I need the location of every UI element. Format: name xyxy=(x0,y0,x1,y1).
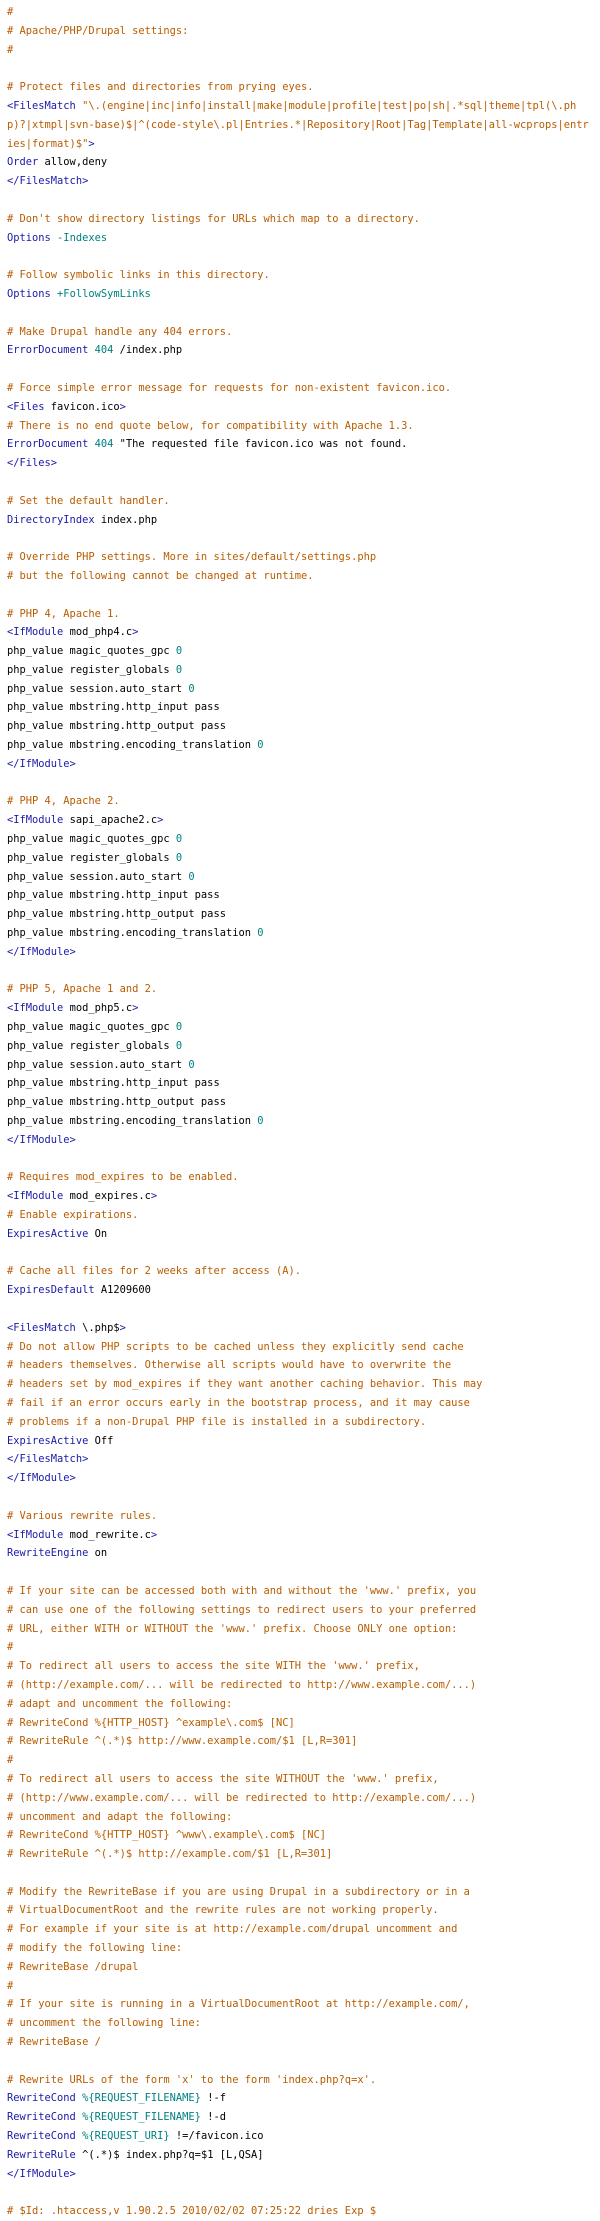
text-token: ^(.*)$ index.php?q=$1 [L,QSA] xyxy=(75,2148,264,2161)
comment-token: # Requires mod_expires to be enabled. xyxy=(7,1171,239,1184)
directive-token: > xyxy=(119,400,126,413)
text-token: allow,deny xyxy=(38,156,108,169)
blank-line xyxy=(7,473,593,492)
code-line xyxy=(7,1131,593,1150)
value-token: 0 xyxy=(250,1115,264,1128)
blank-line xyxy=(7,1488,593,1507)
comment-token: # Enable expirations. xyxy=(7,1209,139,1221)
directive-token: Options xyxy=(7,231,51,244)
code-line xyxy=(7,680,593,699)
comment-token: # modify the following line: xyxy=(7,1942,183,1955)
code-line xyxy=(7,792,593,811)
code-line xyxy=(7,1657,593,1676)
directive-token: RewriteCond xyxy=(7,2092,76,2105)
code-line xyxy=(7,1206,593,1225)
directive-token: ExpiresDefault xyxy=(7,1284,95,1297)
directive-token: ExpiresActive xyxy=(7,1227,89,1240)
text-token: sapi_apache2.c xyxy=(63,814,158,827)
text-token: php_value mbstring.http_input pass xyxy=(7,889,220,902)
code-line xyxy=(7,22,593,41)
blank-line xyxy=(7,1563,593,1582)
comment-token: # For example if your site is at http://example.com/drupal uncomment and xyxy=(7,1923,458,1936)
comment-token: # Apache/PHP/Drupal settings: xyxy=(7,24,189,37)
text-token: php_value mbstring.encoding_translation xyxy=(7,739,251,752)
code-line xyxy=(7,2202,593,2221)
text-token: \.php$ xyxy=(75,1321,120,1334)
code-line xyxy=(7,1526,593,1545)
comment-token: # Cache all files for 2 weeks after access (A). xyxy=(7,1265,302,1278)
comment-token: # adapt and uncomment the following: xyxy=(7,1697,233,1710)
blank-line xyxy=(7,529,593,548)
comment-token: # RewriteRule ^(.*)$ http://example.com/$1 [L,R=301] xyxy=(7,1848,333,1861)
code-line xyxy=(7,642,593,661)
comment-token: # If your site can be accessed both with and without the 'www.' prefix, you xyxy=(7,1584,477,1597)
code-line xyxy=(7,2127,593,2146)
value-token: %{REQUEST_FILENAME} xyxy=(75,2111,201,2124)
code-line xyxy=(7,2146,593,2165)
comment-token: # headers themselves. Otherwise all scripts would have to overwrite the xyxy=(7,1359,452,1372)
code-line xyxy=(7,492,593,511)
text-token: /index.php xyxy=(113,344,183,357)
comment-token: # PHP 4, Apache 1. xyxy=(7,607,120,620)
text-token: php_value mbstring.http_input pass xyxy=(7,701,220,714)
directive-token: > xyxy=(150,1190,158,1203)
code-line xyxy=(7,341,593,360)
code-line xyxy=(7,661,593,680)
code-line xyxy=(7,830,593,849)
text-token: mod_expires.c xyxy=(63,1190,151,1203)
text-token: php_value session.auto_start xyxy=(7,1058,183,1071)
comment-token: # fail if an error occurs early in the bootstrap process, and it may cause xyxy=(7,1396,470,1409)
code-line xyxy=(7,1413,593,1432)
code-line xyxy=(7,2165,593,2184)
comment-token: # URL, either WITH or WITHOUT the 'www.' prefix. Choose ONLY one option: xyxy=(7,1622,458,1635)
code-line xyxy=(7,1601,593,1620)
comment-token: # $Id: .htaccess,v 1.90.2.5 2010/02/02 07:25:22 dries Exp $ xyxy=(7,2205,377,2218)
code-line xyxy=(7,1770,593,1789)
comment-token: # Modify the RewriteBase if you are using Drupal in a subdirectory or in a xyxy=(7,1885,470,1898)
code-line xyxy=(7,1751,593,1770)
code-line xyxy=(7,717,593,736)
value-token: -Indexes xyxy=(50,231,108,244)
text-token: php_value magic_quotes_gpc xyxy=(7,645,170,658)
comment-token: # Override PHP settings. More in sites/default/settings.php xyxy=(7,551,377,564)
blank-line xyxy=(7,360,593,379)
text-token: Off xyxy=(88,1434,114,1447)
comment-token: "\.(engine|inc|info|install|make|module|profile|test|po|sh|.*sql|theme|tpl(\.php)?|xtmpl|svn-base)$|^(code-style\.pl|Entries.*|Repository|Root|Tag|Template|all-wcprops|entries|format)$" xyxy=(7,99,589,150)
code-line xyxy=(7,1507,593,1526)
text-token: On xyxy=(88,1227,108,1240)
code-line xyxy=(7,1356,593,1375)
text-token: php_value mbstring.encoding_translation xyxy=(7,1115,251,1128)
blank-line xyxy=(7,1244,593,1263)
code-line xyxy=(7,2033,593,2052)
directive-token: RewriteEngine xyxy=(7,1547,89,1560)
comment-token: # xyxy=(7,1979,14,1992)
text-token: mod_php5.c xyxy=(63,1002,133,1015)
code-line xyxy=(7,868,593,887)
code-line xyxy=(7,1958,593,1977)
comment-token: # RewriteCond %{HTTP_HOST} ^example\.com$ [NC] xyxy=(7,1716,295,1729)
code-line xyxy=(7,379,593,398)
directive-token: </IfModule> xyxy=(7,2167,76,2180)
text-token: php_value register_globals xyxy=(7,663,170,676)
text-token: mod_rewrite.c xyxy=(63,1528,151,1541)
comment-token: # RewriteBase /drupal xyxy=(7,1960,139,1973)
directive-token: <FilesMatch xyxy=(7,99,76,112)
value-token: 0 xyxy=(169,851,183,864)
code-line xyxy=(7,285,593,304)
code-line xyxy=(7,266,593,285)
text-token: index.php xyxy=(94,513,158,526)
comment-token: # Protect files and directories from prying eyes. xyxy=(7,81,314,94)
code-line xyxy=(7,1582,593,1601)
value-token: 0 xyxy=(169,1039,183,1052)
code-line xyxy=(7,1789,593,1808)
blank-line xyxy=(7,1150,593,1169)
text-token: php_value register_globals xyxy=(7,851,170,864)
directive-token: <Files xyxy=(7,400,45,413)
comment-token: # RewriteBase / xyxy=(7,2036,101,2049)
code-line xyxy=(7,1450,593,1469)
comment-token: # To redirect all users to access the site WITHOUT the 'www.' prefix, xyxy=(7,1772,439,1785)
text-token: !-d xyxy=(200,2111,226,2124)
code-line xyxy=(7,153,593,172)
code-line xyxy=(7,1826,593,1845)
code-line xyxy=(7,2089,593,2108)
value-token: +FollowSymLinks xyxy=(50,287,151,300)
directive-token: <IfModule xyxy=(7,1190,64,1203)
code-line xyxy=(7,1714,593,1733)
comment-token: # RewriteRule ^(.*)$ http://www.example.com/$1 [L,R=301] xyxy=(7,1735,358,1748)
code-line xyxy=(7,1920,593,1939)
value-token: 0 xyxy=(169,833,183,846)
comment-token: # If your site is running in a VirtualDocumentRoot at http://example.com/, xyxy=(7,1998,470,2011)
blank-line xyxy=(7,191,593,210)
code-line xyxy=(7,755,593,774)
code-line xyxy=(7,78,593,97)
code-line xyxy=(7,1695,593,1714)
directive-token: > xyxy=(132,1002,139,1015)
text-token: on xyxy=(88,1547,108,1560)
directive-token: <IfModule xyxy=(7,626,64,639)
directive-token: <IfModule xyxy=(7,1528,64,1541)
code-line xyxy=(7,605,593,624)
code-line xyxy=(7,924,593,943)
code-line xyxy=(7,1808,593,1827)
directive-token: ErrorDocument xyxy=(7,438,89,451)
directive-token: </IfModule> xyxy=(7,1472,76,1485)
code-line xyxy=(7,417,593,436)
code-line xyxy=(7,3,593,22)
code-line xyxy=(7,1995,593,2014)
directive-token: ExpiresActive xyxy=(7,1434,89,1447)
comment-token: # Set the default handler. xyxy=(7,494,170,507)
text-token: php_value mbstring.http_input pass xyxy=(7,1077,220,1090)
value-token: 0 xyxy=(182,682,195,695)
text-token: mod_php4.c xyxy=(63,626,133,639)
comment-token: # xyxy=(7,6,14,18)
value-token: 0 xyxy=(182,1058,195,1071)
blank-line xyxy=(7,59,593,78)
code-line xyxy=(7,1939,593,1958)
code-line xyxy=(7,1676,593,1695)
comment-token: # There is no end quote below, for compatibility with Apache 1.3. xyxy=(7,419,414,432)
text-token: !=/favicon.ico xyxy=(169,2130,264,2143)
blank-line xyxy=(7,304,593,323)
code-line xyxy=(7,886,593,905)
code-line xyxy=(7,548,593,567)
value-token: 0 xyxy=(169,645,183,658)
code-line xyxy=(7,454,593,473)
code-line xyxy=(7,1732,593,1751)
text-token: php_value session.auto_start xyxy=(7,870,183,883)
comment-token: # headers set by mod_expires if they want another caching behavior. This may xyxy=(7,1378,483,1391)
comment-token: # Various rewrite rules. xyxy=(7,1509,158,1522)
directive-token: DirectoryIndex xyxy=(7,513,95,526)
code-line xyxy=(7,1883,593,1902)
directive-token: > xyxy=(88,137,95,150)
text-token: !-f xyxy=(200,2092,226,2105)
blank-line xyxy=(7,247,593,266)
code-line xyxy=(7,1262,593,1281)
value-token: %{REQUEST_FILENAME} xyxy=(75,2092,201,2105)
code-line xyxy=(7,1225,593,1244)
text-token: php_value magic_quotes_gpc xyxy=(7,833,170,846)
directive-token: <IfModule xyxy=(7,1002,64,1015)
text-token: favicon.ico xyxy=(44,400,120,413)
blank-line xyxy=(7,2183,593,2202)
code-line xyxy=(7,1977,593,1996)
text-token: A1209600 xyxy=(94,1284,151,1297)
text-token: php_value mbstring.encoding_translation xyxy=(7,927,251,940)
directive-token: RewriteCond xyxy=(7,2130,76,2143)
code-line xyxy=(7,1319,593,1338)
text-token: php_value register_globals xyxy=(7,1039,170,1052)
code-line xyxy=(7,2014,593,2033)
directive-token: RewriteCond xyxy=(7,2111,76,2124)
code-line xyxy=(7,1037,593,1056)
directive-token: ErrorDocument xyxy=(7,344,89,357)
comment-token: # Follow symbolic links in this directory. xyxy=(7,269,270,282)
code-line xyxy=(7,1112,593,1131)
directive-token: > xyxy=(157,814,164,827)
code-line xyxy=(7,623,593,642)
code-line xyxy=(7,229,593,248)
directive-token: </Files> xyxy=(7,457,58,470)
comment-token: # Do not allow PHP scripts to be cached unless they explicitly send cache xyxy=(7,1340,464,1353)
code-line xyxy=(7,1187,593,1206)
comment-token: # PHP 4, Apache 2. xyxy=(7,795,120,808)
code-line xyxy=(7,323,593,342)
comment-token: # PHP 5, Apache 1 and 2. xyxy=(7,983,158,996)
comment-token: # problems if a non-Drupal PHP file is installed in a subdirectory. xyxy=(7,1415,427,1428)
directive-token: > xyxy=(119,1321,126,1334)
code-line xyxy=(7,1901,593,1920)
directive-token: > xyxy=(150,1528,158,1541)
code-line xyxy=(7,1168,593,1187)
text-token: php_value mbstring.http_output pass xyxy=(7,908,226,921)
code-line xyxy=(7,1056,593,1075)
value-token: 0 xyxy=(169,1021,183,1034)
comment-token: # xyxy=(7,1641,14,1654)
blank-line xyxy=(7,2052,593,2071)
code-line xyxy=(7,1394,593,1413)
code-line xyxy=(7,1074,593,1093)
comment-token: # Rewrite URLs of the form 'x' to the form 'index.php?q=x'. xyxy=(7,2073,377,2086)
directive-token: </IfModule> xyxy=(7,945,76,958)
code-line xyxy=(7,1093,593,1112)
code-line xyxy=(7,1338,593,1357)
comment-token: # xyxy=(7,43,14,56)
code-line xyxy=(7,210,593,229)
blank-line xyxy=(7,774,593,793)
directive-token: </FilesMatch> xyxy=(7,175,89,188)
comment-token: # can use one of the following settings to redirect users to your preferred xyxy=(7,1603,477,1616)
directive-token: </IfModule> xyxy=(7,757,76,770)
code-line xyxy=(7,41,593,60)
text-token: php_value magic_quotes_gpc xyxy=(7,1021,170,1034)
comment-token: # Make Drupal handle any 404 errors. xyxy=(7,325,233,338)
code-line xyxy=(7,2071,593,2090)
code-line xyxy=(7,811,593,830)
text-token: php_value mbstring.http_output pass xyxy=(7,720,226,733)
value-token: 404 xyxy=(88,438,114,451)
text-token: php_value session.auto_start xyxy=(7,682,183,695)
code-line xyxy=(7,980,593,999)
directive-token: RewriteRule xyxy=(7,2148,76,2161)
code-line xyxy=(7,1375,593,1394)
code-line xyxy=(7,905,593,924)
code-line xyxy=(7,698,593,717)
code-line xyxy=(7,736,593,755)
code-line xyxy=(7,567,593,586)
directive-token: Options xyxy=(7,287,51,300)
directive-token: Order xyxy=(7,156,39,169)
blank-line xyxy=(7,962,593,981)
code-line xyxy=(7,1281,593,1300)
code-line xyxy=(7,1638,593,1657)
comment-token: # RewriteCond %{HTTP_HOST} ^www\.example\.com$ [NC] xyxy=(7,1829,327,1842)
comment-token: # To redirect all users to access the site WITH the 'www.' prefix, xyxy=(7,1660,420,1673)
code-line xyxy=(7,1469,593,1488)
blank-line xyxy=(7,586,593,605)
code-line xyxy=(7,999,593,1018)
code-line xyxy=(7,435,593,454)
blank-line xyxy=(7,1864,593,1883)
directive-token: </FilesMatch> xyxy=(7,1453,89,1466)
code-line xyxy=(7,97,593,153)
code-line xyxy=(7,1018,593,1037)
code-line xyxy=(7,1544,593,1563)
comment-token: # but the following cannot be changed at runtime. xyxy=(7,569,314,582)
value-token: 404 xyxy=(88,344,114,357)
code-line xyxy=(7,1845,593,1864)
directive-token: <FilesMatch xyxy=(7,1321,76,1334)
comment-token: # (http://example.com/... will be redirected to http://www.example.com/...) xyxy=(7,1678,477,1691)
code-line xyxy=(7,511,593,530)
comment-token: # uncomment and adapt the following: xyxy=(7,1810,233,1823)
code-line xyxy=(7,172,593,191)
comment-token: # VirtualDocumentRoot and the rewrite rules are not working properly. xyxy=(7,1904,439,1917)
text-token: php_value mbstring.http_output pass xyxy=(7,1096,226,1109)
text-token: "The requested file favicon.ico was not found. xyxy=(113,438,408,451)
directive-token: <IfModule xyxy=(7,814,64,827)
comment-token: # Don't show directory listings for URLs which map to a directory. xyxy=(7,212,420,225)
value-token: 0 xyxy=(250,739,264,752)
code-line xyxy=(7,1620,593,1639)
value-token: 0 xyxy=(169,663,183,676)
code-line xyxy=(7,943,593,962)
code-line xyxy=(7,2108,593,2127)
directive-token: </IfModule> xyxy=(7,1133,76,1146)
code-line xyxy=(7,398,593,417)
comment-token: # xyxy=(7,1754,14,1767)
code-line xyxy=(7,849,593,868)
blank-line xyxy=(7,1300,593,1319)
code-line xyxy=(7,1432,593,1451)
comment-token: # (http://www.example.com/... will be redirected to http://example.com/...) xyxy=(7,1791,477,1804)
directive-token: > xyxy=(132,626,139,639)
value-token: %{REQUEST_URI} xyxy=(75,2130,170,2143)
comment-token: # Force simple error message for requests for non-existent favicon.ico. xyxy=(7,381,452,394)
value-token: 0 xyxy=(250,927,264,940)
value-token: 0 xyxy=(182,870,195,883)
comment-token: # uncomment the following line: xyxy=(7,2017,201,2030)
